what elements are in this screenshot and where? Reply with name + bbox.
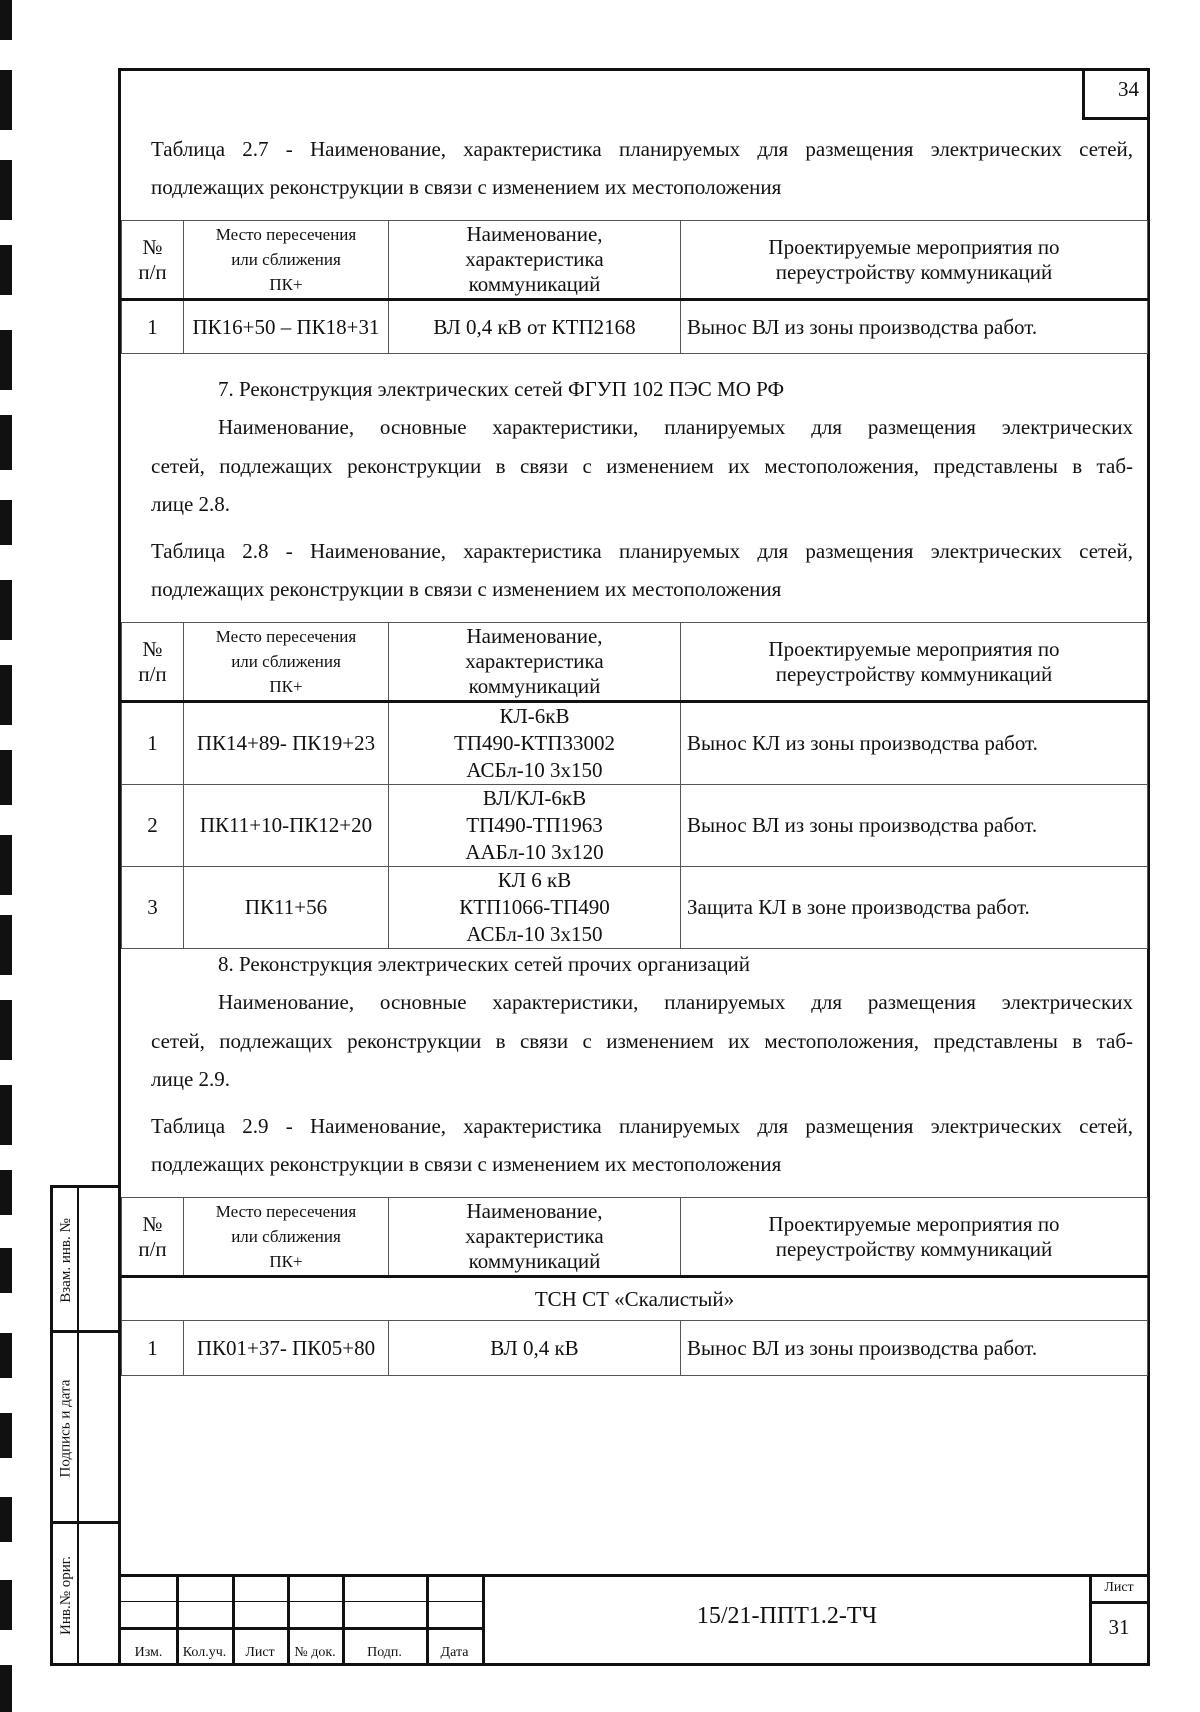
binding-mark <box>0 1085 12 1145</box>
binding-mark <box>0 1248 12 1293</box>
section-8-heading: 8. Реконструкция электрических сетей прочих организаций <box>218 952 750 976</box>
binding-mark <box>0 835 12 895</box>
table-header-row <box>122 623 1148 702</box>
cell-num: 2 <box>122 785 184 867</box>
binding-mark <box>0 160 12 220</box>
table-2-9 <box>121 1197 1148 1376</box>
table-group-row <box>122 1277 1148 1321</box>
header-num: № п/п <box>122 1198 184 1277</box>
header-num: № п/п <box>122 623 184 702</box>
cell-place: ПК11+56 <box>184 867 389 949</box>
side-label-replacement-inv: Взам. инв. № <box>57 1218 74 1303</box>
title-block <box>121 1574 1147 1663</box>
cell-num: 3 <box>122 867 184 949</box>
cell-measure: Защита КЛ в зоне производства работ. <box>681 867 1148 949</box>
binding-mark <box>0 330 12 390</box>
section-7-para-line3: лице 2.8. <box>151 492 231 516</box>
header-measures: Проектируемые мероприятия по переустройству коммуникаций <box>681 1198 1148 1277</box>
table-2-7 <box>121 220 1148 354</box>
sheet-label: Лист <box>1104 1580 1134 1595</box>
header-name: Наименование, характеристика коммуникаций <box>389 221 681 300</box>
top-page-number: 34 <box>1082 68 1150 120</box>
cell-measure: Вынос ВЛ из зоны производства работ. <box>681 785 1148 867</box>
binding-mark <box>0 1497 12 1542</box>
cell-name: КЛ 6 кВ КТП1066-ТП490 АСБл-10 3х150 <box>389 867 681 949</box>
binding-mark <box>0 500 12 545</box>
table-2-9-caption-line2: подлежащих реконструкции в связи с изменением их местоположения <box>151 1152 782 1176</box>
cell-num: 1 <box>122 702 184 785</box>
side-label-signature-date: Подпись и дата <box>57 1379 74 1477</box>
table-row <box>122 867 1148 949</box>
table-2-8 <box>121 622 1148 949</box>
cell-name: ВЛ/КЛ-6кВ ТП490-ТП1963 ААБл-10 3х120 <box>389 785 681 867</box>
table-2-7-caption-line2: подлежащих реконструкции в связи с изменением их местоположения <box>151 175 782 199</box>
section-7-heading: 7. Реконструкция электрических сетей ФГУП 102 ПЭС МО РФ <box>218 377 785 401</box>
section-8-para-line1: Наименование, основные характеристики, планируемых для размещения электрических <box>218 990 1133 1014</box>
binding-mark <box>0 915 12 975</box>
table-2-9-caption-line1: Таблица 2.9 - Наименование, характеристика планируемых для размещения электрических сетей, <box>151 1114 1133 1138</box>
binding-mark <box>0 415 12 470</box>
header-num: № п/п <box>122 221 184 300</box>
stamp-col-list: Лист <box>245 1645 275 1660</box>
section-7-para-line2: сетей, подлежащих реконструкции в связи с изменением их местоположения, представлены в таб- <box>151 454 1133 478</box>
cell-num: 1 <box>122 1321 184 1376</box>
binding-mark <box>0 750 12 805</box>
cell-place: ПК11+10-ПК12+20 <box>184 785 389 867</box>
binding-mark <box>0 70 12 130</box>
table-header-row <box>122 1198 1148 1277</box>
binding-mark <box>0 1413 12 1458</box>
cell-measure: Вынос ВЛ из зоны производства работ. <box>681 300 1148 354</box>
header-name: Наименование, характеристика коммуникаций <box>389 1198 681 1277</box>
cell-place: ПК16+50 – ПК18+31 <box>184 300 389 354</box>
cell-measure: Вынос КЛ из зоны производства работ. <box>681 702 1148 785</box>
table-row <box>122 785 1148 867</box>
binding-mark <box>0 580 12 640</box>
document-code: 15/21-ППТ1.2-ТЧ <box>696 1603 878 1629</box>
table-2-8-caption-line1: Таблица 2.8 - Наименование, характеристика планируемых для размещения электрических сетей, <box>151 539 1133 563</box>
section-8-para-line3: лице 2.9. <box>151 1067 231 1091</box>
table-2-7-caption-line1: Таблица 2.7 - Наименование, характеристика планируемых для размещения электрических сетей, <box>151 137 1133 161</box>
cell-measure: Вынос ВЛ из зоны производства работ. <box>681 1321 1148 1376</box>
cell-name: КЛ-6кВ ТП490-КТП33002 АСБл-10 3х150 <box>389 702 681 785</box>
cell-place: ПК14+89- ПК19+23 <box>184 702 389 785</box>
stamp-col-doc-num: № док. <box>294 1645 336 1660</box>
binding-mark <box>0 1000 12 1060</box>
binding-mark <box>0 665 12 725</box>
header-measures: Проектируемые мероприятия по переустройству коммуникаций <box>681 221 1148 300</box>
cell-name: ВЛ 0,4 кВ от КТП2168 <box>389 300 681 354</box>
table-row <box>122 300 1148 354</box>
cell-num: 1 <box>122 300 184 354</box>
group-title: ТСН СТ «Скалистый» <box>122 1277 1148 1321</box>
header-place: Место пересечения или сближения ПК+ <box>184 623 389 702</box>
sheet-number: 31 <box>1108 1615 1130 1639</box>
cell-name: ВЛ 0,4 кВ <box>389 1321 681 1376</box>
binding-mark <box>0 1333 12 1378</box>
binding-mark <box>0 1170 12 1215</box>
stamp-col-izm: Изм. <box>134 1645 163 1660</box>
stamp-col-date: Дата <box>440 1645 469 1660</box>
side-strip <box>50 1185 118 1666</box>
stamp-col-signature: Подп. <box>367 1645 402 1660</box>
binding-mark <box>0 1580 12 1630</box>
binding-mark <box>0 245 12 295</box>
stamp-col-kol-uch: Кол.уч. <box>182 1645 227 1660</box>
binding-mark <box>0 1665 12 1712</box>
cell-place: ПК01+37- ПК05+80 <box>184 1321 389 1376</box>
header-place: Место пересечения или сближения ПК+ <box>184 221 389 300</box>
section-8-para-line2: сетей, подлежащих реконструкции в связи с изменением их местоположения, представлены в таб- <box>151 1029 1133 1053</box>
header-place: Место пересечения или сближения ПК+ <box>184 1198 389 1277</box>
drawing-frame <box>118 68 1150 1666</box>
binding-mark <box>0 0 12 40</box>
table-row <box>122 702 1148 785</box>
section-7-para-line1: Наименование, основные характеристики, планируемых для размещения электрических <box>218 415 1133 439</box>
table-row <box>122 1321 1148 1376</box>
table-2-8-caption-line2: подлежащих реконструкции в связи с изменением их местоположения <box>151 577 782 601</box>
side-label-original-inv: Инв.№ ориг. <box>57 1555 74 1635</box>
table-header-row <box>122 221 1148 300</box>
header-measures: Проектируемые мероприятия по переустройству коммуникаций <box>681 623 1148 702</box>
header-name: Наименование, характеристика коммуникаций <box>389 623 681 702</box>
